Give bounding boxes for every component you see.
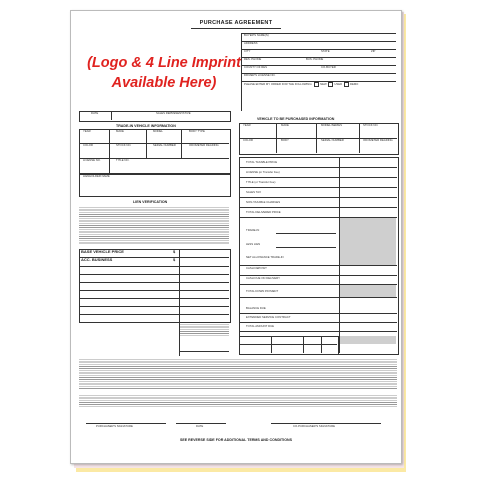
buyer-name-label: BUYER'S NAME(S) (244, 33, 269, 37)
trade-title-label: TITLE NO. (116, 158, 130, 162)
city-label: CITY (244, 49, 251, 53)
vehicle-purchased-title: VEHICLE TO BE PURCHASED INFORMATION (257, 117, 335, 121)
price-row-total-amount-due: TOTAL AMOUNT DUE (246, 324, 275, 328)
imprint-line-2: Available Here) (111, 75, 217, 91)
shaded-cash-cell (340, 284, 396, 297)
acc-business-label: ACC. BUSINESS (81, 257, 113, 262)
base-price-dollar: $ (173, 249, 176, 254)
new-checkbox[interactable] (314, 82, 319, 87)
price-row-non-taxable: NON-TAXABLE CHARGES (246, 200, 281, 204)
demo-option-label: DEMO (349, 82, 359, 87)
order-prompt-text: PLEASE ENTER MY ORDER FOR THE FOLLOWING: (244, 82, 313, 87)
bus-phone-label: BUS. PHONE (306, 57, 324, 61)
sales-rep-label: SALES REPRESENTATIVE (156, 111, 191, 115)
trade-color-label: COLOR (83, 143, 93, 147)
used-option-label: USED (334, 82, 343, 87)
trade-in-title: TRADE-IN VEHICLE INFORMATION (116, 124, 176, 128)
demo-checkbox[interactable] (344, 82, 349, 87)
price-row-sales-tax: SALES TAX (246, 190, 261, 194)
co-purchaser-signature-label: CO-PURCHASER'S SIGNATURE (293, 424, 335, 428)
trade-year-label: YEAR (83, 129, 91, 133)
price-row-total-taxable: TOTAL TAXABLE PRICE (246, 160, 278, 164)
payment-grid (239, 336, 339, 355)
purchaser-signature-label: PURCHASER'S SIGNATURE (96, 424, 133, 428)
base-vehicle-price-label: BASE VEHICLE PRICE (81, 249, 124, 254)
address-label: ADDRESS (244, 41, 258, 45)
county-label: COUNTY OF RES (244, 65, 267, 69)
terms-fine-print (79, 358, 397, 390)
veh-make-label: MAKE (281, 123, 289, 127)
imprint-area (79, 53, 249, 93)
veh-model-label: MODEL/SERIES (321, 123, 342, 127)
lien-verification-text (79, 206, 229, 244)
trade-license-label: LICENSE NO. (83, 158, 101, 162)
drivers-license-label: DRIVER'S LICENSE NO. (244, 73, 276, 77)
veh-odometer-label: ODOMETER READING (363, 138, 393, 142)
notice-text (179, 323, 229, 337)
shaded-trade-cells (340, 217, 396, 265)
trade-body-label: BODY TYPE (189, 129, 205, 133)
price-row-net-allowance: NET ALLOWANCE TRADE-IN (246, 255, 284, 259)
order-prompt (244, 82, 358, 87)
purchase-agreement-form (70, 10, 402, 464)
trade-model-label: MODEL (153, 129, 163, 133)
veh-year-label: YEAR (243, 123, 251, 127)
trade-serial-label: SERIAL NUMBER (153, 143, 176, 147)
trade-in-table (79, 129, 231, 175)
lien-verification-title: LIEN VERIFICATION (133, 200, 168, 204)
date-salesrep-row (79, 111, 231, 122)
price-row-license: LICENSE (or Transfer Fee) (246, 170, 280, 174)
trade-stock-label: STOCK NO. (116, 143, 132, 147)
veh-serial-label: SERIAL NUMBER (321, 138, 344, 142)
notice-fine-print (79, 394, 397, 408)
price-row-cash-deposit: CASH DEPOSIT (246, 266, 267, 270)
price-row-less-lien: LESS LIEN (246, 242, 261, 246)
price-row-cash-due: CASH DUE ON DELIVERY (246, 276, 280, 280)
res-phone-label: RES. PHONE (244, 57, 262, 61)
veh-stock-label: STOCK NO. (363, 123, 379, 127)
acc-dollar: $ (173, 257, 176, 262)
veh-body-label: BODY (281, 138, 289, 142)
lienholder-label: LIENHOLDER NAME (83, 174, 110, 178)
new-option-label: NEW (320, 82, 327, 87)
imprint-line-1: (Logo & 4 Line Imprint (87, 55, 241, 71)
price-row-title: TITLE (or Transfer Fee) (246, 180, 276, 184)
state-label: STATE (321, 49, 330, 53)
date-label: DATE (91, 111, 99, 115)
price-row-total-down: TOTAL DOWN PAYMENT (246, 289, 279, 293)
price-row-total-delivered: TOTAL DELIVERED PRICE (246, 210, 281, 214)
price-row-extended-service: EXTENDED SERVICE CONTRACT (246, 315, 291, 319)
zip-label: ZIP (371, 49, 376, 53)
form-title: PURCHASE AGREEMENT (199, 20, 273, 26)
co-buyer-label: CO-BUYER (321, 65, 336, 69)
trade-odometer-label: ODOMETER READING (189, 143, 219, 147)
used-checkbox[interactable] (328, 82, 333, 87)
shaded-service-cell (340, 336, 396, 344)
signature-date-label: DATE (196, 424, 204, 428)
reverse-side-note: SEE REVERSE SIDE FOR ADDITIONAL TERMS AND CONDITIONS (179, 438, 293, 442)
veh-color-label: COLOR (243, 138, 253, 142)
price-row-balance-due: BALANCE DUE (246, 306, 266, 310)
price-row-trade-in: TRADE-IN (246, 228, 260, 232)
trade-make-label: MAKE (116, 129, 124, 133)
